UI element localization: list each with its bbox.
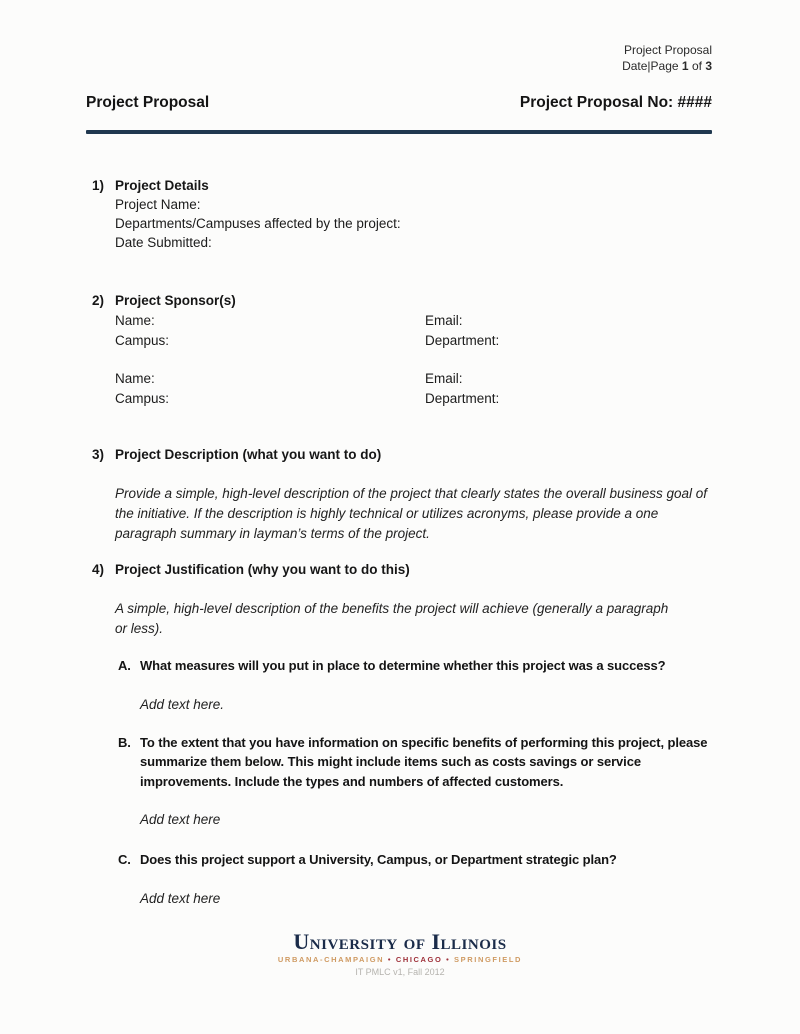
divider-rule (86, 130, 712, 134)
section-project-justification (86, 560, 712, 908)
question-a-placeholder: Add text here. (140, 696, 225, 712)
meta-doc-type: Project Proposal (623, 43, 712, 57)
section-2-number: 2) (92, 293, 105, 308)
section-1-fields (115, 195, 712, 252)
question-a-letter: A. (118, 658, 131, 673)
footer (0, 930, 800, 978)
section-3-heading (86, 445, 712, 464)
sponsor-block-2 (115, 369, 712, 408)
sponsor-1-name-label: Name: (115, 313, 155, 328)
question-b (118, 733, 712, 792)
page-meta (86, 42, 712, 74)
question-c (118, 850, 712, 870)
section-4-heading (86, 560, 712, 579)
bullet-separator-icon: • (446, 955, 451, 964)
section-project-details (86, 176, 712, 252)
proposal-number-label: Project Proposal No: #### (519, 94, 712, 111)
document-header (86, 94, 712, 112)
section-1-title: Project Details (115, 178, 209, 193)
section-2-heading (86, 291, 712, 310)
campus-line (0, 955, 800, 965)
section-1-heading (86, 176, 712, 195)
meta-of-word: of (691, 59, 702, 73)
section-3-number: 3) (92, 447, 105, 462)
section-project-sponsors (86, 291, 712, 408)
sponsor-1-department-label: Department: (425, 332, 500, 348)
meta-page-total: 3 (705, 59, 712, 73)
section-4-guidance: A simple, high-level description of the benefits the project will achieve (generally a paragraph or less). (115, 601, 669, 636)
section-1-number: 1) (92, 178, 105, 193)
campus-urbana-champaign: URBANA-CHAMPAIGN (277, 955, 385, 964)
sponsor-2-campus-label: Campus: (115, 390, 170, 406)
question-a (118, 656, 712, 676)
sponsor-2-name-label: Name: (115, 371, 155, 386)
sponsor-2-department-label: Department: (425, 390, 500, 406)
question-b-text: To the extent that you have information on specific benefits of performing this project, please summarize them below. This might include items such as costs savings or service improvements. Include the types and numbers of affected customers. (140, 734, 708, 789)
field-date-submitted-label: Date Submitted: (115, 235, 212, 250)
field-project-name-label: Project Name: (115, 197, 201, 212)
question-b-placeholder: Add text here (140, 812, 221, 827)
campus-chicago: CHICAGO (395, 955, 443, 964)
sponsor-2-email-label: Email: (425, 371, 463, 386)
meta-date-page (86, 58, 712, 74)
campus-springfield: SPRINGFIELD (454, 955, 523, 964)
field-departments-label: Departments/Campuses affected by the project: (115, 216, 401, 231)
section-2-title: Project Sponsor(s) (115, 293, 236, 308)
bullet-separator-icon: • (387, 955, 393, 964)
university-of-illinois-wordmark: University of Illinois (293, 929, 507, 954)
section-project-description (86, 445, 712, 544)
section-4-number: 4) (92, 562, 105, 577)
meta-page-number: 1 (681, 59, 689, 73)
document-version-label: IT PMLC v1, Fall 2012 (355, 967, 445, 977)
sponsor-block-1 (115, 311, 712, 350)
page-title: Project Proposal (86, 94, 210, 111)
question-c-letter: C. (118, 852, 131, 867)
sponsor-1-email-label: Email: (425, 313, 463, 328)
meta-date-page-prefix: Date|Page (622, 59, 679, 73)
section-3-guidance: Provide a simple, high-level description of the project that clearly states the overall business goal of the initiative. If the description is highly technical or utilizes acronyms, please provide a one paragraph summary in layman’s terms of the project. (115, 486, 708, 541)
section-4-title: Project Justification (why you want to do this) (115, 562, 410, 577)
question-c-text: Does this project support a University, Campus, or Department strategic plan? (140, 852, 617, 867)
question-a-text: What measures will you put in place to determine whether this project was a success? (140, 658, 666, 673)
question-c-placeholder: Add text here (140, 890, 221, 906)
question-b-letter: B. (118, 734, 131, 750)
section-3-title: Project Description (what you want to do) (115, 447, 382, 462)
sponsor-1-campus-label: Campus: (115, 332, 170, 348)
